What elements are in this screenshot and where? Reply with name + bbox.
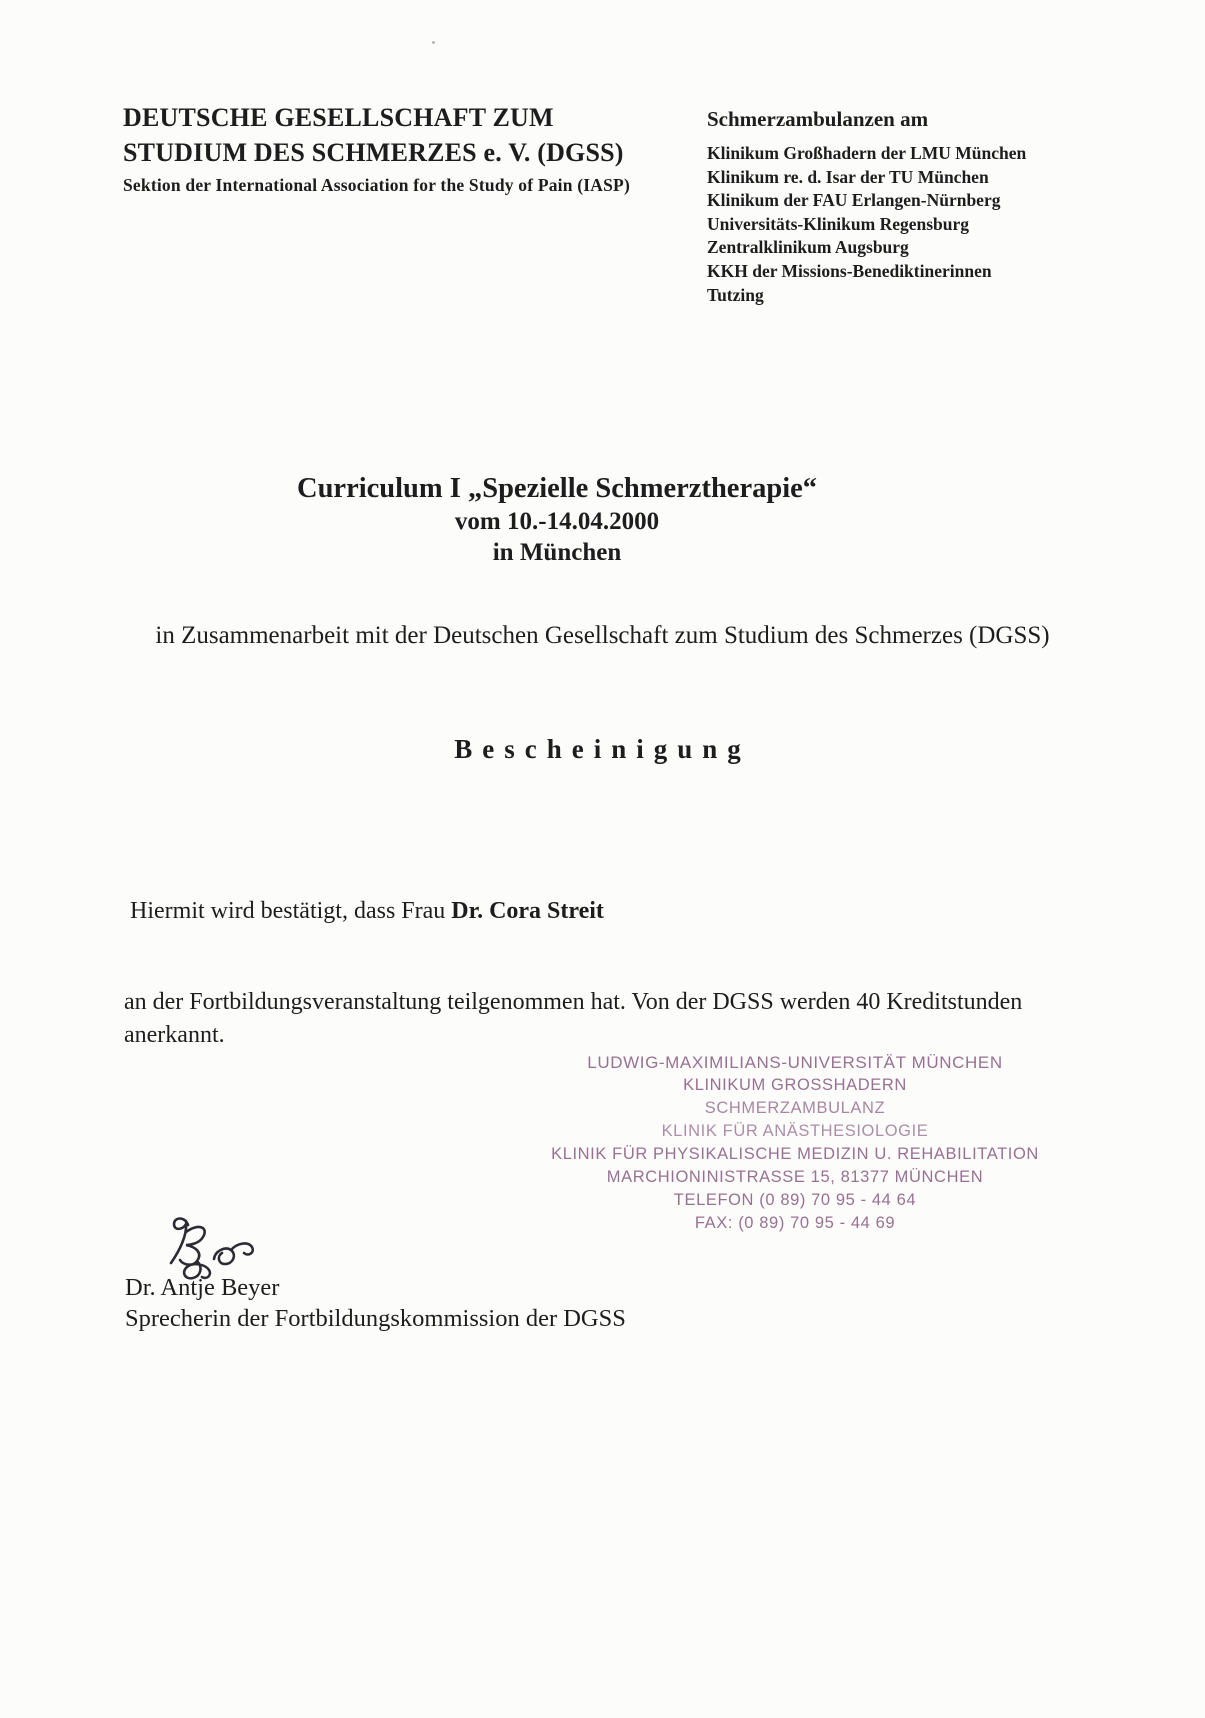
body-paragraph <box>124 986 1022 1052</box>
confirmation-line <box>130 898 604 925</box>
confirmation-prefix: Hiermit wird bestätigt, dass Frau <box>130 898 452 924</box>
clinic-item: Klinikum Großhadern der LMU München <box>707 143 1027 163</box>
org-name-line2: STUDIUM DES SCHMERZES e. V. (DGSS) <box>123 138 624 167</box>
stamp-line: KLINIK FÜR ANÄSTHESIOLOGIE <box>661 1122 929 1140</box>
certificate-heading: Bescheinigung <box>454 734 751 764</box>
clinic-item: KKH der Missions-Benediktinerinnen <box>707 260 992 281</box>
cooperation-line: in Zusammenarbeit mit der Deutschen Gesellschaft zum Studium des Schmerzes (DGSS) <box>155 622 1050 649</box>
paragraph-line: anerkannt. <box>124 1022 225 1048</box>
org-name-line1: DEUTSCHE GESELLSCHAFT ZUM <box>123 103 554 132</box>
stamp-line: SCHMERZAMBULANZ <box>704 1099 886 1117</box>
stamp-line: KLINIKUM GROSSHADERN <box>683 1076 907 1094</box>
scan-speck <box>432 41 435 44</box>
stamp-line: LUDWIG-MAXIMILIANS-UNIVERSITÄT MÜNCHEN <box>587 1053 1003 1072</box>
course-date: vom 10.-14.04.2000 <box>454 508 660 535</box>
course-title-block <box>57 472 1057 568</box>
course-location: in München <box>492 539 622 566</box>
clinic-item: Tutzing <box>707 284 764 305</box>
clinic-item: Klinikum re. d. Isar der TU München <box>707 166 989 187</box>
clinics-title: Schmerzambulanzen am <box>707 107 929 131</box>
clinics-header <box>707 106 1026 307</box>
signer-name: Dr. Antje Beyer <box>125 1274 280 1301</box>
course-title: Curriculum I „Spezielle Schmerztherapie“ <box>296 473 818 504</box>
clinic-stamp <box>515 1051 1075 1235</box>
org-subtitle: Sektion der International Association for the Study of Pain (IASP) <box>123 175 630 195</box>
signer-block <box>125 1272 626 1334</box>
attendee-name: Dr. Cora Streit <box>451 898 604 924</box>
clinic-item: Klinikum der FAU Erlangen-Nürnberg <box>707 190 1001 211</box>
clinic-item: Zentralklinikum Augsburg <box>707 237 909 258</box>
stamp-line: FAX: (0 89) 70 95 - 44 69 <box>694 1214 896 1232</box>
stamp-line: KLINIK FÜR PHYSIKALISCHE MEDIZIN U. REHABILITATION <box>551 1145 1039 1163</box>
signer-role: Sprecherin der Fortbildungskommission der DGSS <box>125 1305 626 1332</box>
stamp-line: TELEFON (0 89) 70 95 - 44 64 <box>673 1191 917 1209</box>
clinic-item: Universitäts-Klinikum Regensburg <box>707 213 970 234</box>
stamp-line: MARCHIONINISTRASSE 15, 81377 MÜNCHEN <box>606 1168 984 1186</box>
paragraph-line: an der Fortbildungsveranstaltung teilgenommen hat. Von der DGSS werden 40 Kreditstunden <box>124 989 1023 1015</box>
org-header <box>123 100 630 197</box>
